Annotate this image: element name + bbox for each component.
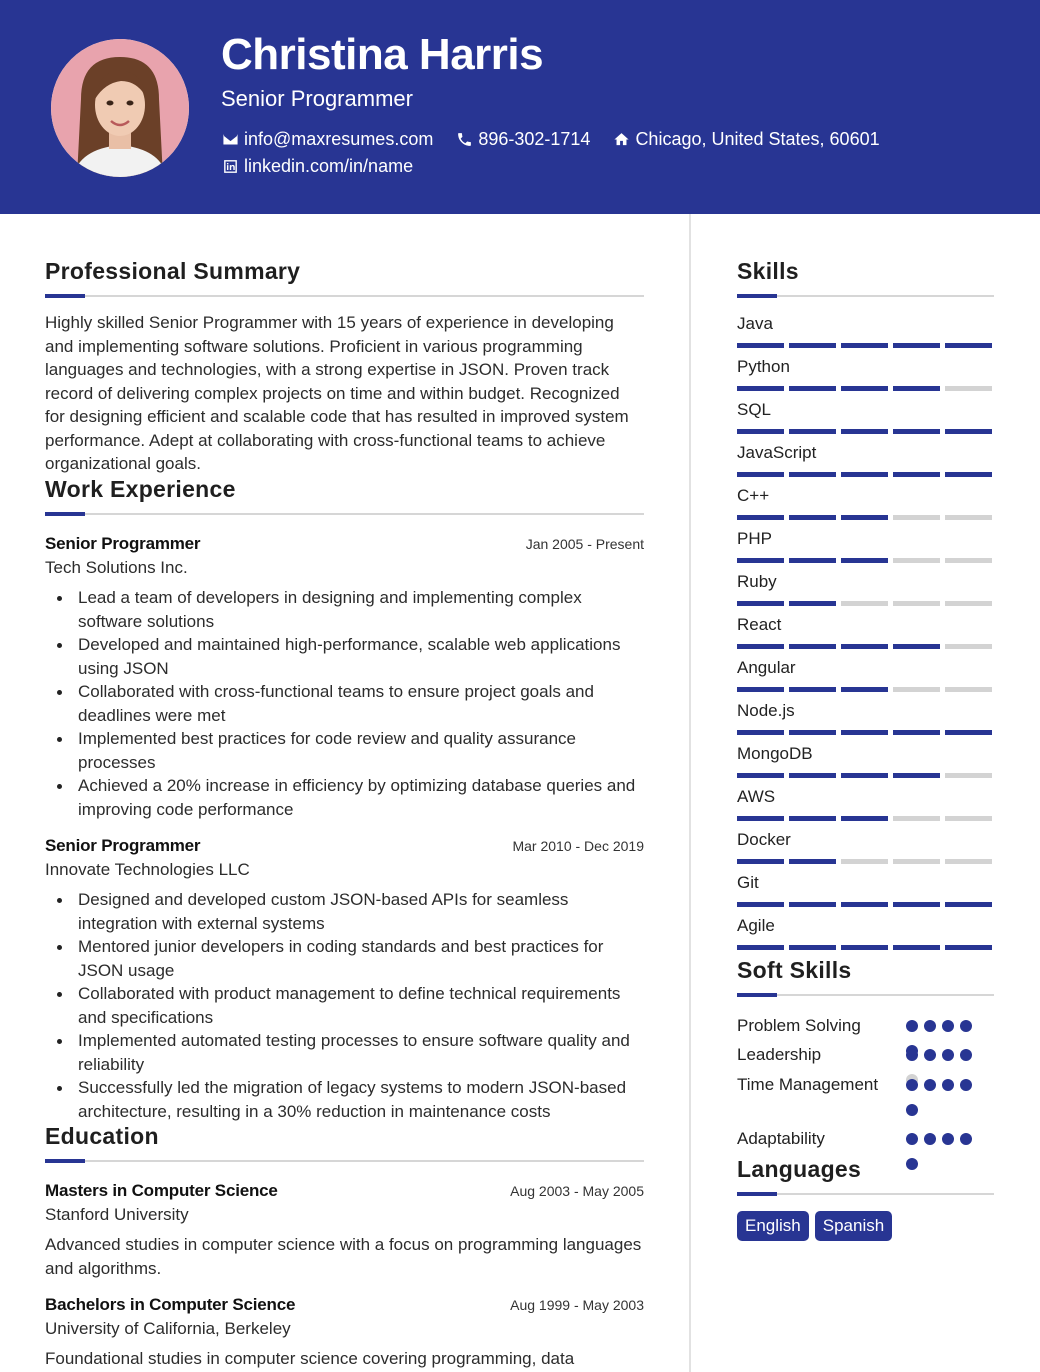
skill-level-segment [945,515,992,520]
summary-text: Highly skilled Senior Programmer with 15 years of experience in developing and implementing software solutions. Proficient in various programming languages and technologies, with a strong expertise in JSON. Proven track record of delivering complex projects on time and within budget. Recognized for designing efficient and scalable code that has resulted in improved system performance. Adept at collaborating with cross-functional teams to achieve organizational goals. [45,313,629,473]
skill-level-segment [737,429,784,434]
language-badge: English [737,1211,809,1241]
skill-level-bar [737,558,994,563]
email-text: info@maxresumes.com [244,129,434,149]
skill-level-segment [893,773,940,778]
education-date: Aug 2003 - May 2005 [510,1183,644,1199]
skill-level-segment [737,945,784,950]
soft-skill-row [737,1073,994,1123]
skill-level-segment [841,601,888,606]
skill-level-segment [893,601,940,606]
job-bullet: Collaborated with product management to define technical requirements and specifications [45,982,644,1029]
summary-heading: Professional Summary [45,258,301,284]
skill-level-segment [789,601,836,606]
skill-level-segment [841,687,888,692]
skill-row [737,572,994,606]
skill-name: SQL [737,400,772,419]
job-bullet: Developed and maintained high-performance, scalable web applications using JSON [45,633,644,680]
linkedin-icon [221,158,239,176]
skill-row [737,873,994,907]
contact-row [221,129,902,150]
rating-dot [924,1020,936,1032]
skill-level-bar [737,386,994,391]
education-heading: Education [45,1123,159,1149]
experience-section [45,476,644,515]
job-bullet: Lead a team of developers in designing and implementing complex software solutions [45,586,644,633]
skill-level-segment [945,386,992,391]
skill-level-bar [737,945,994,950]
resume-header [0,0,1040,214]
soft-skill-name: Leadership [737,1045,822,1064]
linkedin-text: linkedin.com/in/name [244,156,414,176]
skill-level-segment [737,730,784,735]
school-name: Stanford University [45,1205,189,1224]
skill-row [737,314,994,348]
skill-name: Python [737,357,790,376]
skill-row [737,701,994,735]
skill-level-segment [945,816,992,821]
candidate-title: Senior Programmer [221,86,413,111]
skill-level-segment [737,816,784,821]
job-bullets [45,586,644,821]
skill-name: MongoDB [737,744,813,763]
skill-level-segment [893,816,940,821]
skill-level-segment [893,859,940,864]
job-company: Innovate Technologies LLC [45,860,250,879]
skill-level-segment [789,429,836,434]
education-entry [45,1295,644,1371]
skill-level-segment [789,558,836,563]
skill-level-segment [945,945,992,950]
skill-level-bar [737,687,994,692]
skill-level-bar [737,730,994,735]
soft-skill-name: Adaptability [737,1129,825,1148]
rating-dot [924,1133,936,1145]
skill-level-segment [945,343,992,348]
skill-level-bar [737,902,994,907]
education-date: Aug 1999 - May 2003 [510,1297,644,1313]
contact-phone[interactable] [455,129,590,150]
skill-level-bar [737,859,994,864]
profile-photo [51,39,189,177]
degree-title: Bachelors in Computer Science [45,1295,296,1314]
rating-dot [906,1133,918,1145]
skill-level-segment [893,386,940,391]
job-bullet: Achieved a 20% increase in efficiency by optimizing database queries and improving code performance [45,774,644,821]
skill-row [737,529,994,563]
skill-level-segment [789,945,836,950]
skill-level-segment [789,644,836,649]
skill-name: Docker [737,830,791,849]
degree-title: Masters in Computer Science [45,1181,278,1200]
skill-level-bar [737,429,994,434]
skill-level-segment [789,816,836,821]
job-entry [45,836,644,1123]
skill-level-segment [737,515,784,520]
rating-dot [906,1079,918,1091]
skill-name: PHP [737,529,772,548]
education-rule [45,1160,644,1162]
skill-level-segment [789,902,836,907]
skill-level-segment [945,902,992,907]
rating-dot [906,1049,918,1061]
skill-level-segment [841,472,888,477]
job-bullet: Designed and developed custom JSON-based APIs for seamless integration with external systems [45,888,644,935]
rating-dot [942,1133,954,1145]
rating-dot [960,1020,972,1032]
skill-name: Angular [737,658,796,677]
skill-level-bar [737,773,994,778]
skill-level-segment [893,558,940,563]
skill-name: Ruby [737,572,777,591]
skill-level-segment [945,429,992,434]
skill-level-segment [945,472,992,477]
education-description: Advanced studies in computer science with a focus on programming languages and algorithms. [45,1235,642,1278]
skill-row [737,830,994,864]
skill-name: C++ [737,486,770,505]
skill-row [737,400,994,434]
envelope-icon [221,131,239,149]
skill-level-segment [841,515,888,520]
languages-rule [737,1193,994,1195]
skill-level-segment [789,859,836,864]
rating-dot [960,1049,972,1061]
skill-level-segment [737,472,784,477]
phone-text: 896-302-1714 [478,129,591,149]
skill-level-segment [841,816,888,821]
skill-level-segment [893,687,940,692]
skill-level-segment [893,515,940,520]
skill-level-segment [893,730,940,735]
soft-skills-section [737,957,994,996]
languages-heading: Languages [737,1156,862,1182]
skill-level-segment [841,945,888,950]
languages-section [737,1156,994,1195]
skill-level-bar [737,601,994,606]
skill-level-segment [737,386,784,391]
skill-level-segment [893,902,940,907]
rating-dot [906,1020,918,1032]
skill-row [737,787,994,821]
experience-rule [45,513,644,515]
job-date: Jan 2005 - Present [525,536,644,552]
skill-level-bar [737,472,994,477]
skill-level-segment [737,343,784,348]
skill-level-segment [945,558,992,563]
skill-row [737,658,994,692]
skill-level-segment [945,859,992,864]
job-bullet: Mentored junior developers in coding standards and best practices for JSON usage [45,935,644,982]
experience-heading: Work Experience [45,476,236,502]
skill-level-bar [737,343,994,348]
job-bullet: Successfully led the migration of legacy systems to modern JSON-based architecture, resulting in a 30% reduction in maintenance costs [45,1076,644,1123]
rating-dot [924,1049,936,1061]
candidate-name: Christina Harris [221,30,544,79]
skill-name: Java [737,314,773,333]
soft-skills-rule [737,994,994,996]
skill-level-segment [945,601,992,606]
job-company: Tech Solutions Inc. [45,558,188,577]
profile-photo-icon [51,39,189,177]
skill-level-bar [737,515,994,520]
skill-level-segment [737,644,784,649]
summary-rule [45,295,644,297]
skill-name: AWS [737,787,776,806]
skill-level-segment [789,343,836,348]
skill-row [737,916,994,950]
skills-heading: Skills [737,258,799,284]
skill-level-bar [737,816,994,821]
contact-row-2 [221,156,435,177]
job-bullet: Implemented automated testing processes to ensure software quality and reliability [45,1029,644,1076]
skill-row [737,615,994,649]
languages-list [737,1211,892,1241]
skill-level-segment [893,429,940,434]
contact-linkedin[interactable] [221,156,413,177]
skill-row [737,357,994,391]
rating-dot [942,1079,954,1091]
skill-level-segment [893,472,940,477]
skill-level-segment [789,386,836,391]
soft-skill-name: Problem Solving [737,1016,861,1035]
home-icon [612,131,630,149]
contact-email[interactable] [221,129,433,150]
job-bullet: Implemented best practices for code review and quality assurance processes [45,727,644,774]
skill-level-segment [841,902,888,907]
skill-level-segment [841,730,888,735]
skill-level-segment [893,644,940,649]
job-title: Senior Programmer [45,534,201,553]
skill-level-segment [737,558,784,563]
column-divider [689,214,691,1372]
skill-name: JavaScript [737,443,817,462]
skill-level-segment [893,343,940,348]
skill-name: Node.js [737,701,795,720]
skill-level-bar [737,644,994,649]
skill-row [737,744,994,778]
skill-level-segment [841,343,888,348]
skill-level-segment [945,644,992,649]
skill-level-segment [789,773,836,778]
skill-row [737,443,994,477]
soft-skill-name: Time Management [737,1075,879,1094]
skill-level-segment [893,945,940,950]
skill-level-segment [789,515,836,520]
skill-level-segment [945,773,992,778]
phone-icon [455,131,473,149]
language-badge: Spanish [815,1211,892,1241]
job-date: Mar 2010 - Dec 2019 [512,838,644,854]
skill-name: Agile [737,916,775,935]
rating-dot [906,1104,918,1116]
rating-dot [924,1079,936,1091]
skill-level-segment [841,386,888,391]
skill-level-segment [841,773,888,778]
job-bullet: Collaborated with cross-functional teams to ensure project goals and deadlines were met [45,680,644,727]
skill-level-segment [945,730,992,735]
skill-name: Git [737,873,759,892]
contact-location [612,129,879,150]
skill-level-segment [789,472,836,477]
rating-dot [942,1020,954,1032]
skill-name: React [737,615,782,634]
rating-dot [942,1049,954,1061]
skill-level-segment [737,773,784,778]
education-section [45,1123,644,1162]
summary-section [45,258,644,476]
skills-section [737,258,994,297]
skill-row [737,486,994,520]
skill-level-segment [789,687,836,692]
skill-level-segment [737,859,784,864]
skills-rule [737,295,994,297]
skill-level-segment [841,429,888,434]
school-name: University of California, Berkeley [45,1319,291,1338]
soft-skills-heading: Soft Skills [737,957,852,983]
skill-level-segment [789,730,836,735]
job-bullets [45,888,644,1123]
job-entry [45,534,644,821]
skill-level-segment [737,902,784,907]
rating-dot [960,1133,972,1145]
skill-level-segment [945,687,992,692]
education-entry [45,1181,644,1280]
education-description: Foundational studies in computer science covering programming, data [45,1349,575,1368]
skill-level-segment [841,558,888,563]
skill-level-segment [841,859,888,864]
skill-level-segment [841,644,888,649]
rating-dot [960,1079,972,1091]
job-title: Senior Programmer [45,836,201,855]
location-text: Chicago, United States, 60601 [635,129,880,149]
skill-level-segment [737,601,784,606]
skill-level-segment [737,687,784,692]
